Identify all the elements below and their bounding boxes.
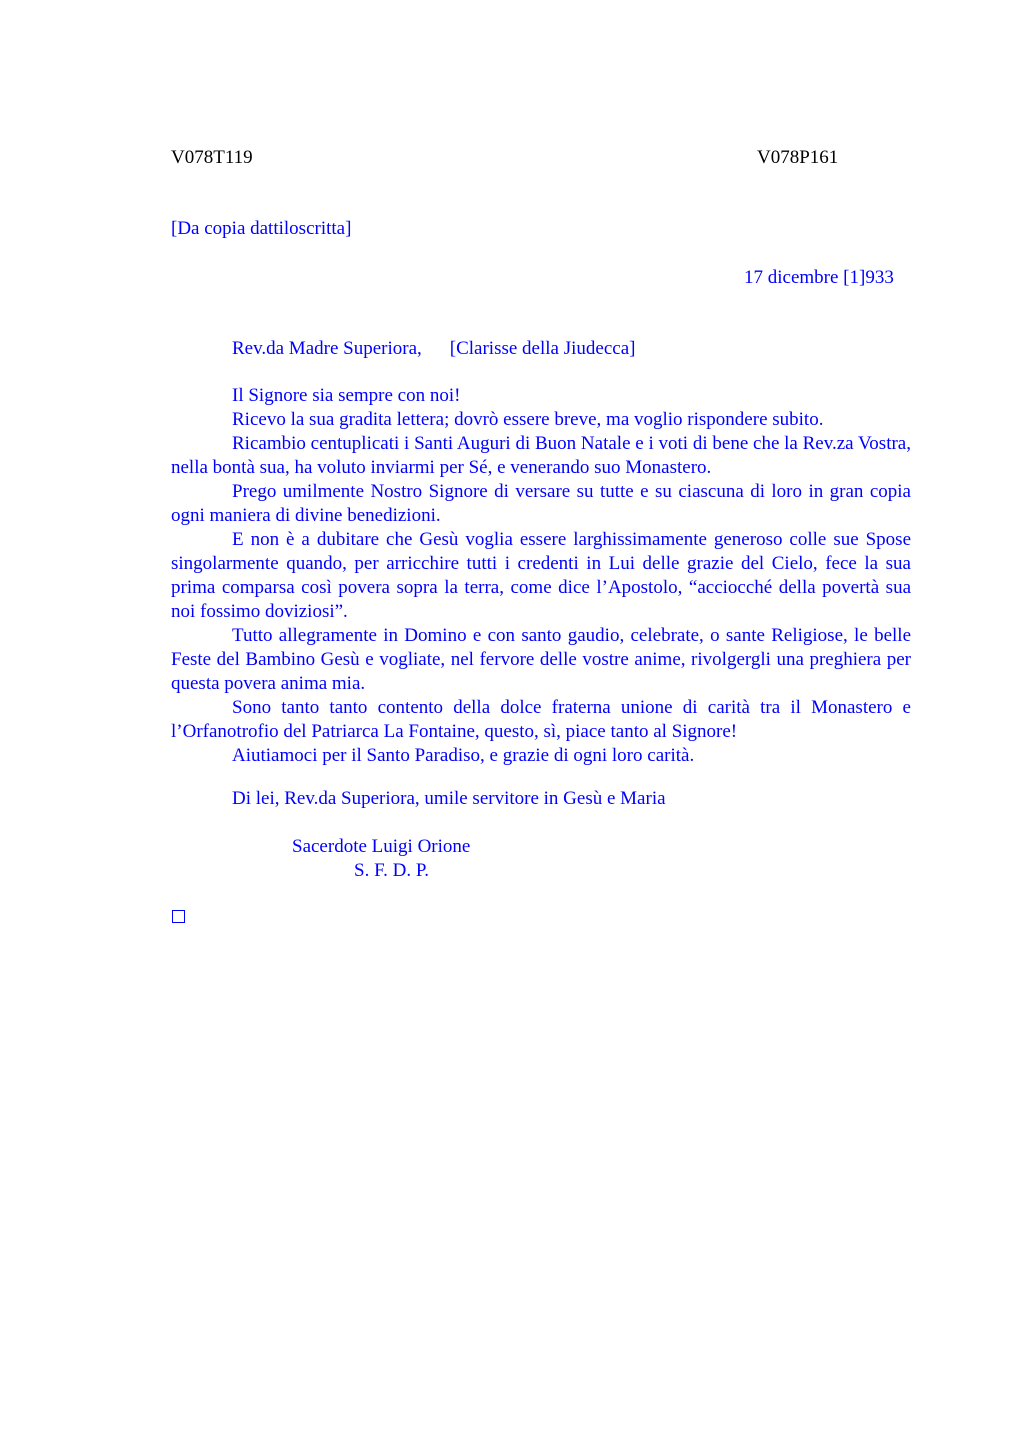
salutation-recipient: [Clarisse della Jiudecca] [449,338,636,359]
body-paragraph: E non è a dubitare che Gesù voglia essere larghissimamente generoso colle sue Spose singolarmente quando, per arricchire tutti i credenti in Lui delle grazie del Cielo, fece la sua prima comparsa così povera sopra la terra, come dice l’Apostolo, “acciocché della povertà sua noi fossimo doviziosi”. [171,529,911,622]
letter-body [171,384,911,768]
body-paragraph: Aiutiamoci per il Santo Paradiso, e grazie di ogni loro carità. [232,745,695,766]
body-paragraph: Sono tanto tanto contento della dolce fraterna unione di carità tra il Monastero e l’Orfanotrofio del Patriarca La Fontaine, questo, sì, piace tanto al Signore! [171,697,911,742]
letter-date: 17 dicembre [1]933 [744,267,894,288]
source-note: [Da copia dattiloscritta] [171,218,352,239]
reference-code-left: V078T119 [171,147,253,168]
body-paragraph: Tutto allegramente in Domino e con santo gaudio, celebrate, o sante Religiose, le belle Feste del Bambino Gesù e vogliate, nel fervore delle vostre anime, rivolgergli una preghiera per questa povera anima mia. [171,625,911,694]
body-paragraph: Ricevo la sua gradita lettera; dovrò essere breve, ma voglio rispondere subito. [232,409,824,430]
signature-initials: S. F. D. P. [354,860,430,881]
body-paragraph: Il Signore sia sempre con noi! [232,385,461,406]
signature-name: Sacerdote Luigi Orione [292,836,471,857]
reference-code-right: V078P161 [757,147,839,168]
body-paragraph: Prego umilmente Nostro Signore di versare su tutte e su ciascuna di loro in gran copia ogni maniera di divine benedizioni. [171,481,911,526]
closing-line: Di lei, Rev.da Superiora, umile servitore in Gesù e Maria [232,788,666,809]
body-paragraph: Ricambio centuplicati i Santi Auguri di Buon Natale e i voti di bene che la Rev.za Vostra, nella bontà sua, ha voluto inviarmi per Sé, e venerando suo Monastero. [171,433,911,478]
salutation-greeting: Rev.da Madre Superiora, [232,338,422,359]
end-of-document-square-icon [172,910,185,923]
salutation [232,337,635,361]
